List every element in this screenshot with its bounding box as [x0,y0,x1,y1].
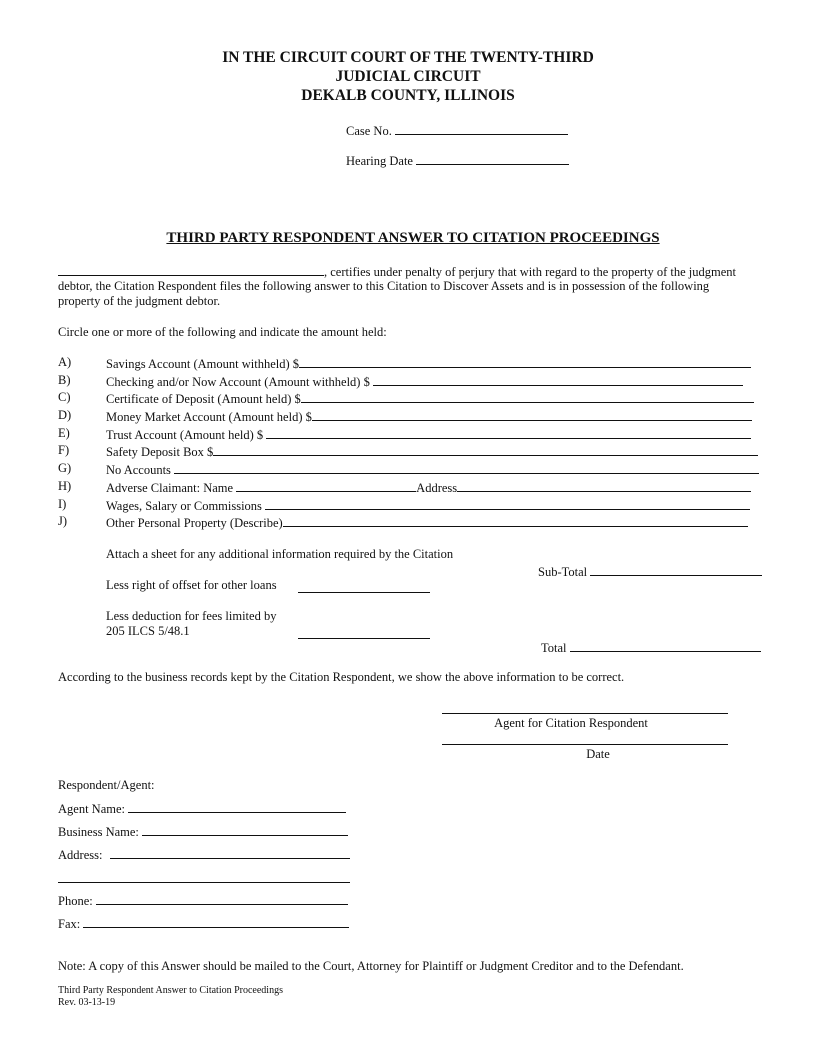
item-letter: F) [58,443,70,457]
less-offset-line[interactable] [298,580,430,593]
business-name-field[interactable] [58,823,348,841]
item-i-line[interactable] [265,497,750,510]
item-g-line[interactable] [174,461,759,474]
item-letter: H) [58,479,72,493]
fax-line[interactable] [83,915,349,928]
court-header-line2: JUDICIAL CIRCUIT [335,68,481,85]
item-letter: J) [58,514,68,528]
intro-line3: property of the judgment debtor. [58,294,221,308]
item-b-line[interactable] [373,373,743,386]
agent-signature-line[interactable] [442,713,728,714]
item-label: Safety Deposit Box $ [106,445,214,459]
item-a-line[interactable] [299,355,751,368]
attach-sheet-text: Attach a sheet for any additional information required by the Citation [106,547,454,561]
item-d-line[interactable] [312,408,752,421]
address-line-2[interactable] [58,882,350,883]
phone-line[interactable] [96,892,348,905]
according-statement: According to the business records kept by the Citation Respondent, we show the above information to be correct. [58,670,625,684]
item-letter: D) [58,408,72,422]
less-deduction-line2: 205 ILCS 5/48.1 [106,624,190,638]
subtotal-label: Sub-Total [538,565,588,579]
total-field[interactable] [541,639,761,657]
adverse-claimant-name-line[interactable] [236,479,416,492]
court-header-line1: IN THE CIRCUIT COURT OF THE TWENTY-THIRD [222,49,594,66]
hearing-date-line[interactable] [416,152,569,165]
less-deduction-line1: Less deduction for fees limited by [106,609,277,623]
footer-form-title: Third Party Respondent Answer to Citation Proceedings [58,985,283,996]
item-letter: A) [58,355,72,369]
agent-name-line[interactable] [128,800,346,813]
item-label: Trust Account (Amount held) $ [106,428,264,442]
item-letter: G) [58,461,72,475]
address-label: Address: [58,848,103,862]
hearing-date-label: Hearing Date [346,154,413,168]
respondent-agent-heading: Respondent/Agent: [58,778,155,792]
adverse-claimant-address-line[interactable] [457,479,751,492]
address-field[interactable] [58,846,350,864]
item-label: Savings Account (Amount withheld) $ [106,357,300,371]
business-name-line[interactable] [142,823,348,836]
item-label: Certificate of Deposit (Amount held) $ [106,392,301,406]
agent-name-field[interactable] [58,800,346,818]
item-label: Money Market Account (Amount held) $ [106,410,312,424]
respondent-name-line[interactable] [58,263,324,276]
item-letter: E) [58,426,70,440]
circle-instruction: Circle one or more of the following and indicate the amount held: [58,325,387,339]
hearing-date-field[interactable] [346,152,569,170]
case-no-field[interactable] [346,122,568,140]
fax-field[interactable] [58,915,349,933]
court-header-line3: DEKALB COUNTY, ILLINOIS [301,87,515,104]
phone-label: Phone: [58,894,93,908]
intro-line2: debtor, the Citation Respondent files the following answer to this Citation to Discover Assets and is in possession of the following [58,279,710,293]
phone-field[interactable] [58,892,348,910]
item-letter: C) [58,390,71,404]
business-name-label: Business Name: [58,825,139,839]
item-letter: B) [58,373,71,387]
date-label: Date [586,747,610,761]
date-signature-line[interactable] [442,744,728,745]
subtotal-field[interactable] [538,563,762,581]
intro-line1 [58,263,736,281]
footer-revision: Rev. 03-13-19 [58,997,116,1008]
less-deduction-line[interactable] [298,626,430,639]
case-no-line[interactable] [395,122,568,135]
item-label: Adverse Claimant: Name [106,481,234,495]
item-label: No Accounts [106,463,171,477]
item-label-address: Address [416,481,458,495]
item-e-line[interactable] [266,426,751,439]
agent-name-label: Agent Name: [58,802,125,816]
item-j-line[interactable] [283,514,748,527]
address-line-1[interactable] [110,846,350,859]
total-line[interactable] [570,639,761,652]
item-label: Other Personal Property (Describe) [106,516,283,530]
item-letter: I) [58,497,67,511]
item-f-line[interactable] [213,443,758,456]
subtotal-line[interactable] [590,563,762,576]
intro-line1-text: , certifies under penalty of perjury that with regard to the property of the judgment [324,265,737,279]
total-label: Total [541,641,567,655]
less-offset-text: Less right of offset for other loans [106,578,277,592]
item-label: Checking and/or Now Account (Amount withheld) $ [106,375,370,389]
fax-label: Fax: [58,917,81,931]
item-label: Wages, Salary or Commissions [106,499,262,513]
mailing-note: Note: A copy of this Answer should be mailed to the Court, Attorney for Plaintiff or Judgment Creditor and to the Defendant. [58,959,684,973]
form-title: THIRD PARTY RESPONDENT ANSWER TO CITATION PROCEEDINGS [166,230,660,246]
agent-signature-label: Agent for Citation Respondent [494,716,648,730]
case-no-label: Case No. [346,124,392,138]
item-c-line[interactable] [301,390,754,403]
